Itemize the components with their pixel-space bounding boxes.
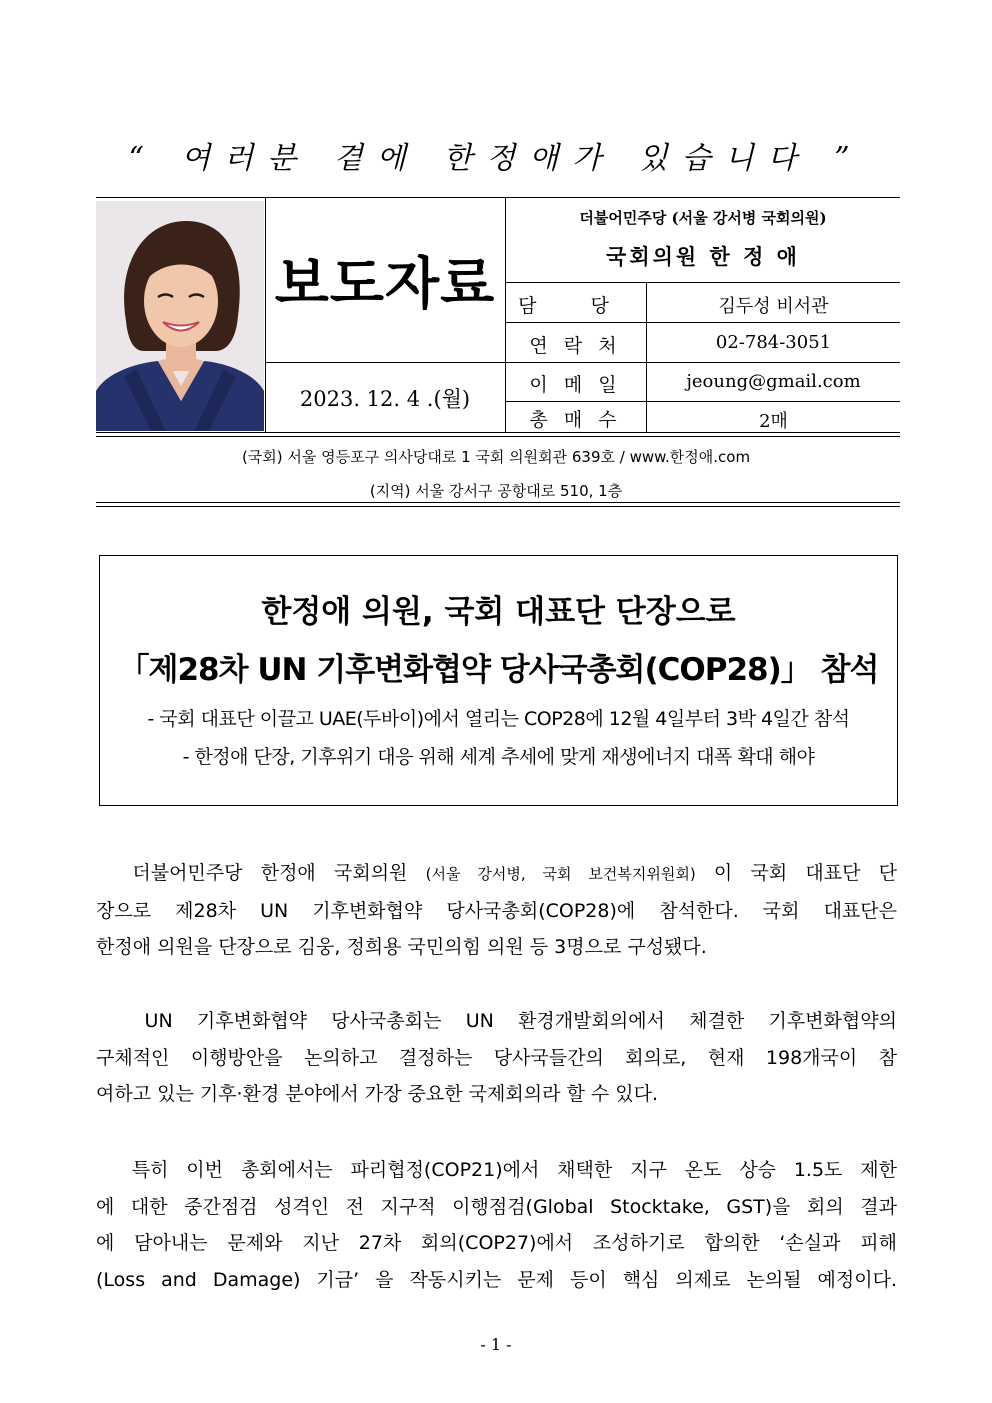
page-number: - 1 - [480,1335,512,1354]
paragraph-line: 더불어민주당 한정애 국회의원 (서울 강서병, 국회 보건복지위원회) 이 국회 대표단 단 [132,862,897,884]
headline-box [99,555,898,806]
body-paragraph-3 [96,1152,897,1298]
header-bottom-rule [96,436,900,437]
party-affiliation: 더불어민주당 (서울 강서병 국회의원) [579,209,827,227]
member-photo [96,201,264,431]
press-release-title: 보도자료 [274,251,496,317]
slogan: “ 여러분 곁에 한정애가 있습니다 ” [128,141,864,176]
assembly-address: (국회) 서울 영등포구 의사당대로 1 국회 의원회관 639호 / www.한정애.com [241,448,751,466]
paragraph-line: 구체적인 이행방안을 논의하고 결정하는 당사국들간의 회의로, 현재 198개국이 참 [96,1046,897,1069]
paragraph-line: 특히 이번 총회에서는 파리협정(COP21)에서 채택한 지구 온도 상승 1.5도 제한 [131,1159,897,1181]
contact-value: 김두성 비서관 [718,296,829,317]
headline-subtitle: 「제28차 UN 기후변화협약 당사국총회(COP28)」 참석 [118,652,879,688]
contact-label: 담 당 [518,295,633,317]
divider [505,401,900,402]
email-label: 이 메 일 [529,374,622,396]
paragraph-line: 장으로 제28차 UN 기후변화협약 당사국총회(COP28)에 참석한다. 국회 대표단은 [96,899,897,922]
paragraph-line: 에 대한 중간점검 성격인 전 지구적 이행점검(Global Stocktake, GST)을 회의 결과 [96,1195,897,1218]
press-header [96,197,900,437]
phone-value: 02-784-3051 [715,332,832,353]
page-count-value: 2매 [759,411,788,432]
paragraph-line: (Loss and Damage) 기금’ 을 작동시키는 문제 등이 핵심 의제로 논의될 예정이다. [96,1268,897,1291]
divider [505,282,900,283]
email-value[interactable]: jeoung@gmail.com [686,371,861,392]
headline-bullet: - 국회 대표단 이끌고 UAE(두바이)에서 열리는 COP28에 12월 4일부터 3박 4일간 참석 [147,708,850,730]
local-address: (지역) 서울 강서구 공항대로 510, 1층 [369,482,623,500]
divider [505,322,900,323]
paragraph-line: 한정애 의원을 단장으로 김웅, 정희용 국민의힘 의원 등 3명으로 구성됐다. [96,936,707,958]
header-bottom-rule [96,432,900,433]
paragraph-line: 에 담아내는 문제와 지난 27차 회의(COP27)에서 조성하기로 합의한 ‘손실과 피해 [96,1232,897,1254]
page-count-label: 총 매 수 [529,409,622,431]
paragraph-line: 여하고 있는 기후·환경 분야에서 가장 중요한 국제회의라 할 수 있다. [96,1083,658,1105]
body-paragraph-2 [96,1003,897,1113]
release-date: 2023. 12. 4 .(월) [299,386,471,411]
headline-bullet: - 한정애 단장, 기후위기 대응 위해 세계 추세에 맞게 재생에너지 대폭 확대 해야 [182,746,815,768]
address-rule [96,506,900,507]
divider [505,362,900,363]
paragraph-line: UN 기후변화협약 당사국총회는 UN 환경개발회의에서 체결한 기후변화협약의 [144,1010,897,1032]
address-rule [96,502,900,503]
phone-label: 연 락 처 [529,335,622,357]
headline-title: 한정애 의원, 국회 대표단 단장으로 [261,594,736,630]
body-paragraph-1 [96,855,897,966]
member-name: 국회의원 한 정 애 [606,244,800,269]
